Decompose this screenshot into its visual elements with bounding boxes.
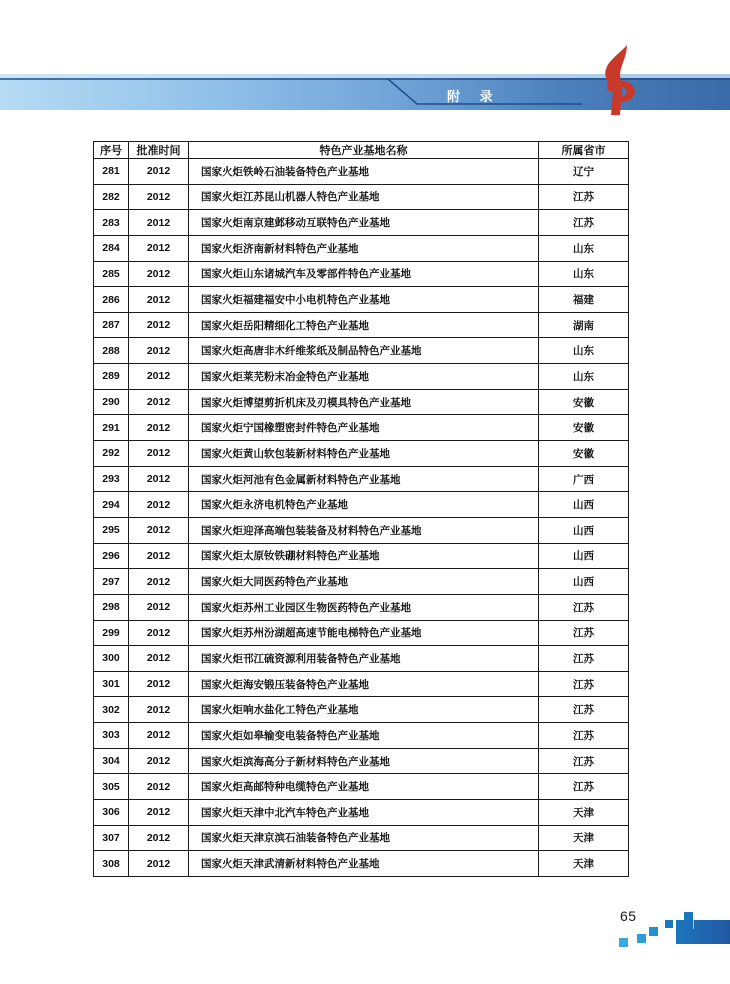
row-province-cell: 安徽 <box>539 415 629 441</box>
row-name-cell: 国家火炬高邮特种电缆特色产业基地 <box>189 774 539 800</box>
row-name-cell: 国家火炬海安锻压装备特色产业基地 <box>189 671 539 697</box>
row-name-cell: 国家火炬济南新材料特色产业基地 <box>189 235 539 261</box>
row-province-cell: 山东 <box>539 364 629 390</box>
row-year-cell: 2012 <box>129 800 189 826</box>
row-no-cell: 284 <box>94 235 129 261</box>
row-province-cell: 江苏 <box>539 723 629 749</box>
row-year-cell: 2012 <box>129 312 189 338</box>
page-number: 65 <box>620 908 637 924</box>
row-no-cell: 308 <box>94 851 129 877</box>
row-province-cell: 湖南 <box>539 312 629 338</box>
row-no-cell: 288 <box>94 338 129 364</box>
row-year-cell: 2012 <box>129 851 189 877</box>
row-province-cell: 安徽 <box>539 389 629 415</box>
row-year-cell: 2012 <box>129 517 189 543</box>
row-year-cell: 2012 <box>129 159 189 185</box>
row-name-cell: 国家火炬如皋输变电装备特色产业基地 <box>189 723 539 749</box>
row-year-cell: 2012 <box>129 774 189 800</box>
row-name-cell: 国家火炬迎泽高端包装装备及材料特色产业基地 <box>189 517 539 543</box>
row-no-cell: 283 <box>94 210 129 236</box>
table-row <box>94 312 629 338</box>
table-row <box>94 492 629 518</box>
row-province-cell: 江苏 <box>539 620 629 646</box>
table-row <box>94 261 629 287</box>
row-province-cell: 江苏 <box>539 646 629 672</box>
row-name-cell: 国家火炬宁国橡塑密封件特色产业基地 <box>189 415 539 441</box>
row-year-cell: 2012 <box>129 338 189 364</box>
row-no-cell: 303 <box>94 723 129 749</box>
row-province-cell: 天津 <box>539 800 629 826</box>
col-header-year: 批准时间 <box>129 142 189 159</box>
row-year-cell: 2012 <box>129 620 189 646</box>
row-year-cell: 2012 <box>129 441 189 467</box>
row-year-cell: 2012 <box>129 287 189 313</box>
table-row <box>94 287 629 313</box>
row-year-cell: 2012 <box>129 671 189 697</box>
row-province-cell: 天津 <box>539 825 629 851</box>
row-province-cell: 山东 <box>539 338 629 364</box>
row-province-cell: 天津 <box>539 851 629 877</box>
table-row <box>94 338 629 364</box>
row-name-cell: 国家火炬天津京滨石油装备特色产业基地 <box>189 825 539 851</box>
torch-logo-icon <box>585 45 641 115</box>
table-row <box>94 517 629 543</box>
row-name-cell: 国家火炬铁岭石油装备特色产业基地 <box>189 159 539 185</box>
row-name-cell: 国家火炬河池有色金属新材料特色产业基地 <box>189 466 539 492</box>
row-no-cell: 307 <box>94 825 129 851</box>
row-name-cell: 国家火炬高唐非木纤维浆纸及制品特色产业基地 <box>189 338 539 364</box>
row-no-cell: 305 <box>94 774 129 800</box>
row-no-cell: 295 <box>94 517 129 543</box>
table-row <box>94 697 629 723</box>
row-province-cell: 江苏 <box>539 594 629 620</box>
row-year-cell: 2012 <box>129 415 189 441</box>
table-row <box>94 594 629 620</box>
row-province-cell: 江苏 <box>539 697 629 723</box>
row-no-cell: 289 <box>94 364 129 390</box>
row-no-cell: 287 <box>94 312 129 338</box>
row-no-cell: 286 <box>94 287 129 313</box>
row-name-cell: 国家火炬天津中北汽车特色产业基地 <box>189 800 539 826</box>
row-year-cell: 2012 <box>129 235 189 261</box>
row-province-cell: 福建 <box>539 287 629 313</box>
row-no-cell: 285 <box>94 261 129 287</box>
row-no-cell: 298 <box>94 594 129 620</box>
row-name-cell: 国家火炬博望剪折机床及刃模具特色产业基地 <box>189 389 539 415</box>
table-row <box>94 774 629 800</box>
row-province-cell: 辽宁 <box>539 159 629 185</box>
row-year-cell: 2012 <box>129 825 189 851</box>
row-name-cell: 国家火炬太原钕铁硼材料特色产业基地 <box>189 543 539 569</box>
col-header-province: 所属省市 <box>539 142 629 159</box>
row-name-cell: 国家火炬大同医药特色产业基地 <box>189 569 539 595</box>
row-no-cell: 282 <box>94 184 129 210</box>
table-row <box>94 851 629 877</box>
row-province-cell: 广西 <box>539 466 629 492</box>
row-name-cell: 国家火炬邗江硫资源利用装备特色产业基地 <box>189 646 539 672</box>
table-row <box>94 364 629 390</box>
row-name-cell: 国家火炬永济电机特色产业基地 <box>189 492 539 518</box>
row-no-cell: 297 <box>94 569 129 595</box>
table-row <box>94 543 629 569</box>
table-row <box>94 748 629 774</box>
row-no-cell: 281 <box>94 159 129 185</box>
row-name-cell: 国家火炬苏州工业园区生物医药特色产业基地 <box>189 594 539 620</box>
row-name-cell: 国家火炬响水盐化工特色产业基地 <box>189 697 539 723</box>
row-province-cell: 江苏 <box>539 210 629 236</box>
row-no-cell: 296 <box>94 543 129 569</box>
row-no-cell: 306 <box>94 800 129 826</box>
row-name-cell: 国家火炬江苏昆山机器人特色产业基地 <box>189 184 539 210</box>
row-year-cell: 2012 <box>129 389 189 415</box>
table-row <box>94 210 629 236</box>
row-province-cell: 安徽 <box>539 441 629 467</box>
row-name-cell: 国家火炬岳阳精细化工特色产业基地 <box>189 312 539 338</box>
row-year-cell: 2012 <box>129 210 189 236</box>
industrial-bases-table <box>93 141 629 877</box>
appendix-label: 附 录 <box>447 89 501 104</box>
row-province-cell: 山西 <box>539 517 629 543</box>
row-year-cell: 2012 <box>129 723 189 749</box>
row-name-cell: 国家火炬苏州汾湖超高速节能电梯特色产业基地 <box>189 620 539 646</box>
row-year-cell: 2012 <box>129 569 189 595</box>
row-name-cell: 国家火炬南京建邺移动互联特色产业基地 <box>189 210 539 236</box>
col-header-no: 序号 <box>94 142 129 159</box>
row-year-cell: 2012 <box>129 748 189 774</box>
row-year-cell: 2012 <box>129 492 189 518</box>
row-name-cell: 国家火炬莱芜粉末冶金特色产业基地 <box>189 364 539 390</box>
table-header-row <box>94 142 629 159</box>
table-body <box>94 159 629 877</box>
row-province-cell: 江苏 <box>539 748 629 774</box>
table-row <box>94 415 629 441</box>
row-no-cell: 291 <box>94 415 129 441</box>
row-name-cell: 国家火炬福建福安中小电机特色产业基地 <box>189 287 539 313</box>
row-year-cell: 2012 <box>129 646 189 672</box>
row-province-cell: 山西 <box>539 569 629 595</box>
row-province-cell: 山东 <box>539 235 629 261</box>
table-row <box>94 235 629 261</box>
row-no-cell: 300 <box>94 646 129 672</box>
table-row <box>94 441 629 467</box>
row-year-cell: 2012 <box>129 594 189 620</box>
pixel-mosaic-decoration <box>612 906 730 948</box>
row-no-cell: 302 <box>94 697 129 723</box>
table-row <box>94 184 629 210</box>
row-province-cell: 山东 <box>539 261 629 287</box>
table-row <box>94 466 629 492</box>
row-no-cell: 299 <box>94 620 129 646</box>
row-province-cell: 山西 <box>539 543 629 569</box>
row-year-cell: 2012 <box>129 697 189 723</box>
row-no-cell: 293 <box>94 466 129 492</box>
row-name-cell: 国家火炬天津武清新材料特色产业基地 <box>189 851 539 877</box>
row-province-cell: 江苏 <box>539 671 629 697</box>
row-no-cell: 304 <box>94 748 129 774</box>
row-year-cell: 2012 <box>129 543 189 569</box>
table-row <box>94 389 629 415</box>
row-year-cell: 2012 <box>129 261 189 287</box>
table-row <box>94 620 629 646</box>
row-year-cell: 2012 <box>129 364 189 390</box>
table-row <box>94 825 629 851</box>
row-name-cell: 国家火炬山东诸城汽车及零部件特色产业基地 <box>189 261 539 287</box>
table-row <box>94 569 629 595</box>
row-name-cell: 国家火炬黄山软包装新材料特色产业基地 <box>189 441 539 467</box>
row-no-cell: 301 <box>94 671 129 697</box>
row-province-cell: 江苏 <box>539 774 629 800</box>
row-year-cell: 2012 <box>129 184 189 210</box>
row-year-cell: 2012 <box>129 466 189 492</box>
table-row <box>94 800 629 826</box>
row-no-cell: 294 <box>94 492 129 518</box>
row-no-cell: 292 <box>94 441 129 467</box>
row-name-cell: 国家火炬滨海高分子新材料特色产业基地 <box>189 748 539 774</box>
table-row <box>94 671 629 697</box>
row-province-cell: 江苏 <box>539 184 629 210</box>
table-row <box>94 723 629 749</box>
row-province-cell: 山西 <box>539 492 629 518</box>
col-header-name: 特色产业基地名称 <box>189 142 539 159</box>
table-row <box>94 159 629 185</box>
row-no-cell: 290 <box>94 389 129 415</box>
table-wrap <box>93 141 629 877</box>
table-row <box>94 646 629 672</box>
